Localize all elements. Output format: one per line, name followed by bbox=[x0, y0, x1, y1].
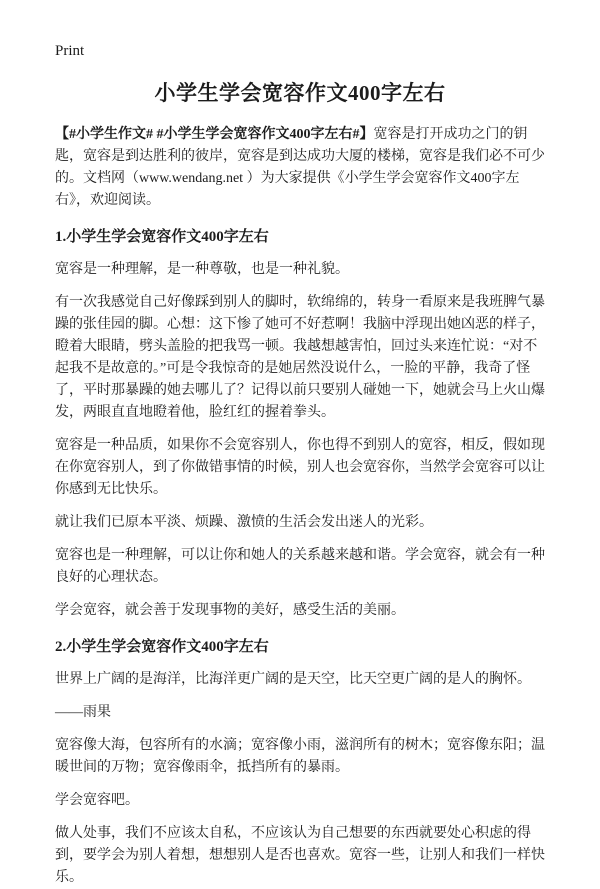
section-2-heading: 2.小学生学会宽容作文400字左右 bbox=[55, 639, 269, 655]
paragraph: 宽容是一种理解，是一种尊敬，也是一种礼貌。 bbox=[55, 262, 349, 277]
intro-text: 宽容是打开成功之门的钥匙，宽容是到达胜利的彼岸，宽容是到达成功大厦的楼梯，宽容是我们必不可少的。文档网（www.wendang.net ）为大家提供《小学生学会宽容作文400字左右》，欢迎阅读。 bbox=[55, 127, 545, 208]
paragraph: 就让我们已原本平淡、烦躁、激愤的生活会发出迷人的光彩。 bbox=[55, 515, 433, 530]
paragraph: 有一次我感觉自己好像踩到别人的脚时，软绵绵的，转身一看原来是我班脾气暴躁的张佳园的脚。心想：这下惨了她可不好惹啊！我脑中浮现出她凶恶的样子，瞪着大眼睛，劈头盖脸的把我骂一顿。我越想越害怕，回过头来连忙说：“对不起我不是故意的。”可是令我惊奇的是她居然没说什么，一脸的平静，我奇了怪了，平时那暴躁的她去哪儿了？记得以前只要别人碰她一下，她就会马上火山爆发，两眼直直地瞪着他，脸红红的握着拳头。 bbox=[55, 295, 545, 420]
section-1-heading: 1.小学生学会宽容作文400字左右 bbox=[55, 229, 269, 245]
paragraph: 宽容是一种品质，如果你不会宽容别人，你也得不到别人的宽容，相反，假如现在你宽容别人，到了你做错事情的时候，别人也会宽容你，当然学会宽容可以让你感到无比快乐。 bbox=[55, 438, 545, 497]
intro-hashtags: 【#小学生作文# #小学生学会宽容作文400字左右#】 bbox=[55, 127, 374, 142]
intro-paragraph bbox=[55, 124, 545, 212]
page-title: 小学生学会宽容作文400字左右 bbox=[154, 81, 446, 105]
print-link[interactable]: Print bbox=[55, 43, 85, 59]
paragraph: 学会宽容吧。 bbox=[55, 793, 139, 808]
paragraph: 宽容像大海，包容所有的水滴；宽容像小雨，滋润所有的树木；宽容像东阳；温暖世间的万物；宽容像雨伞，抵挡所有的暴雨。 bbox=[55, 738, 545, 775]
paragraph: 学会宽容，就会善于发现事物的美好，感受生活的美丽。 bbox=[55, 603, 405, 618]
paragraph: 宽容也是一种理解，可以让你和她人的关系越来越和谐。学会宽容，就会有一种良好的心理状态。 bbox=[55, 548, 545, 585]
paragraph: ——雨果 bbox=[55, 705, 111, 720]
document-body bbox=[55, 124, 545, 889]
paragraph: 世界上广阔的是海洋，比海洋更广阔的是天空，比天空更广阔的是人的胸怀。 bbox=[55, 672, 531, 687]
paragraph: 做人处事，我们不应该太自私，不应该认为自己想要的东西就要处心积虑的得到，要学会为别人着想，想想别人是否也喜欢。宽容一些，让别人和我们一样快乐。 bbox=[55, 826, 545, 885]
